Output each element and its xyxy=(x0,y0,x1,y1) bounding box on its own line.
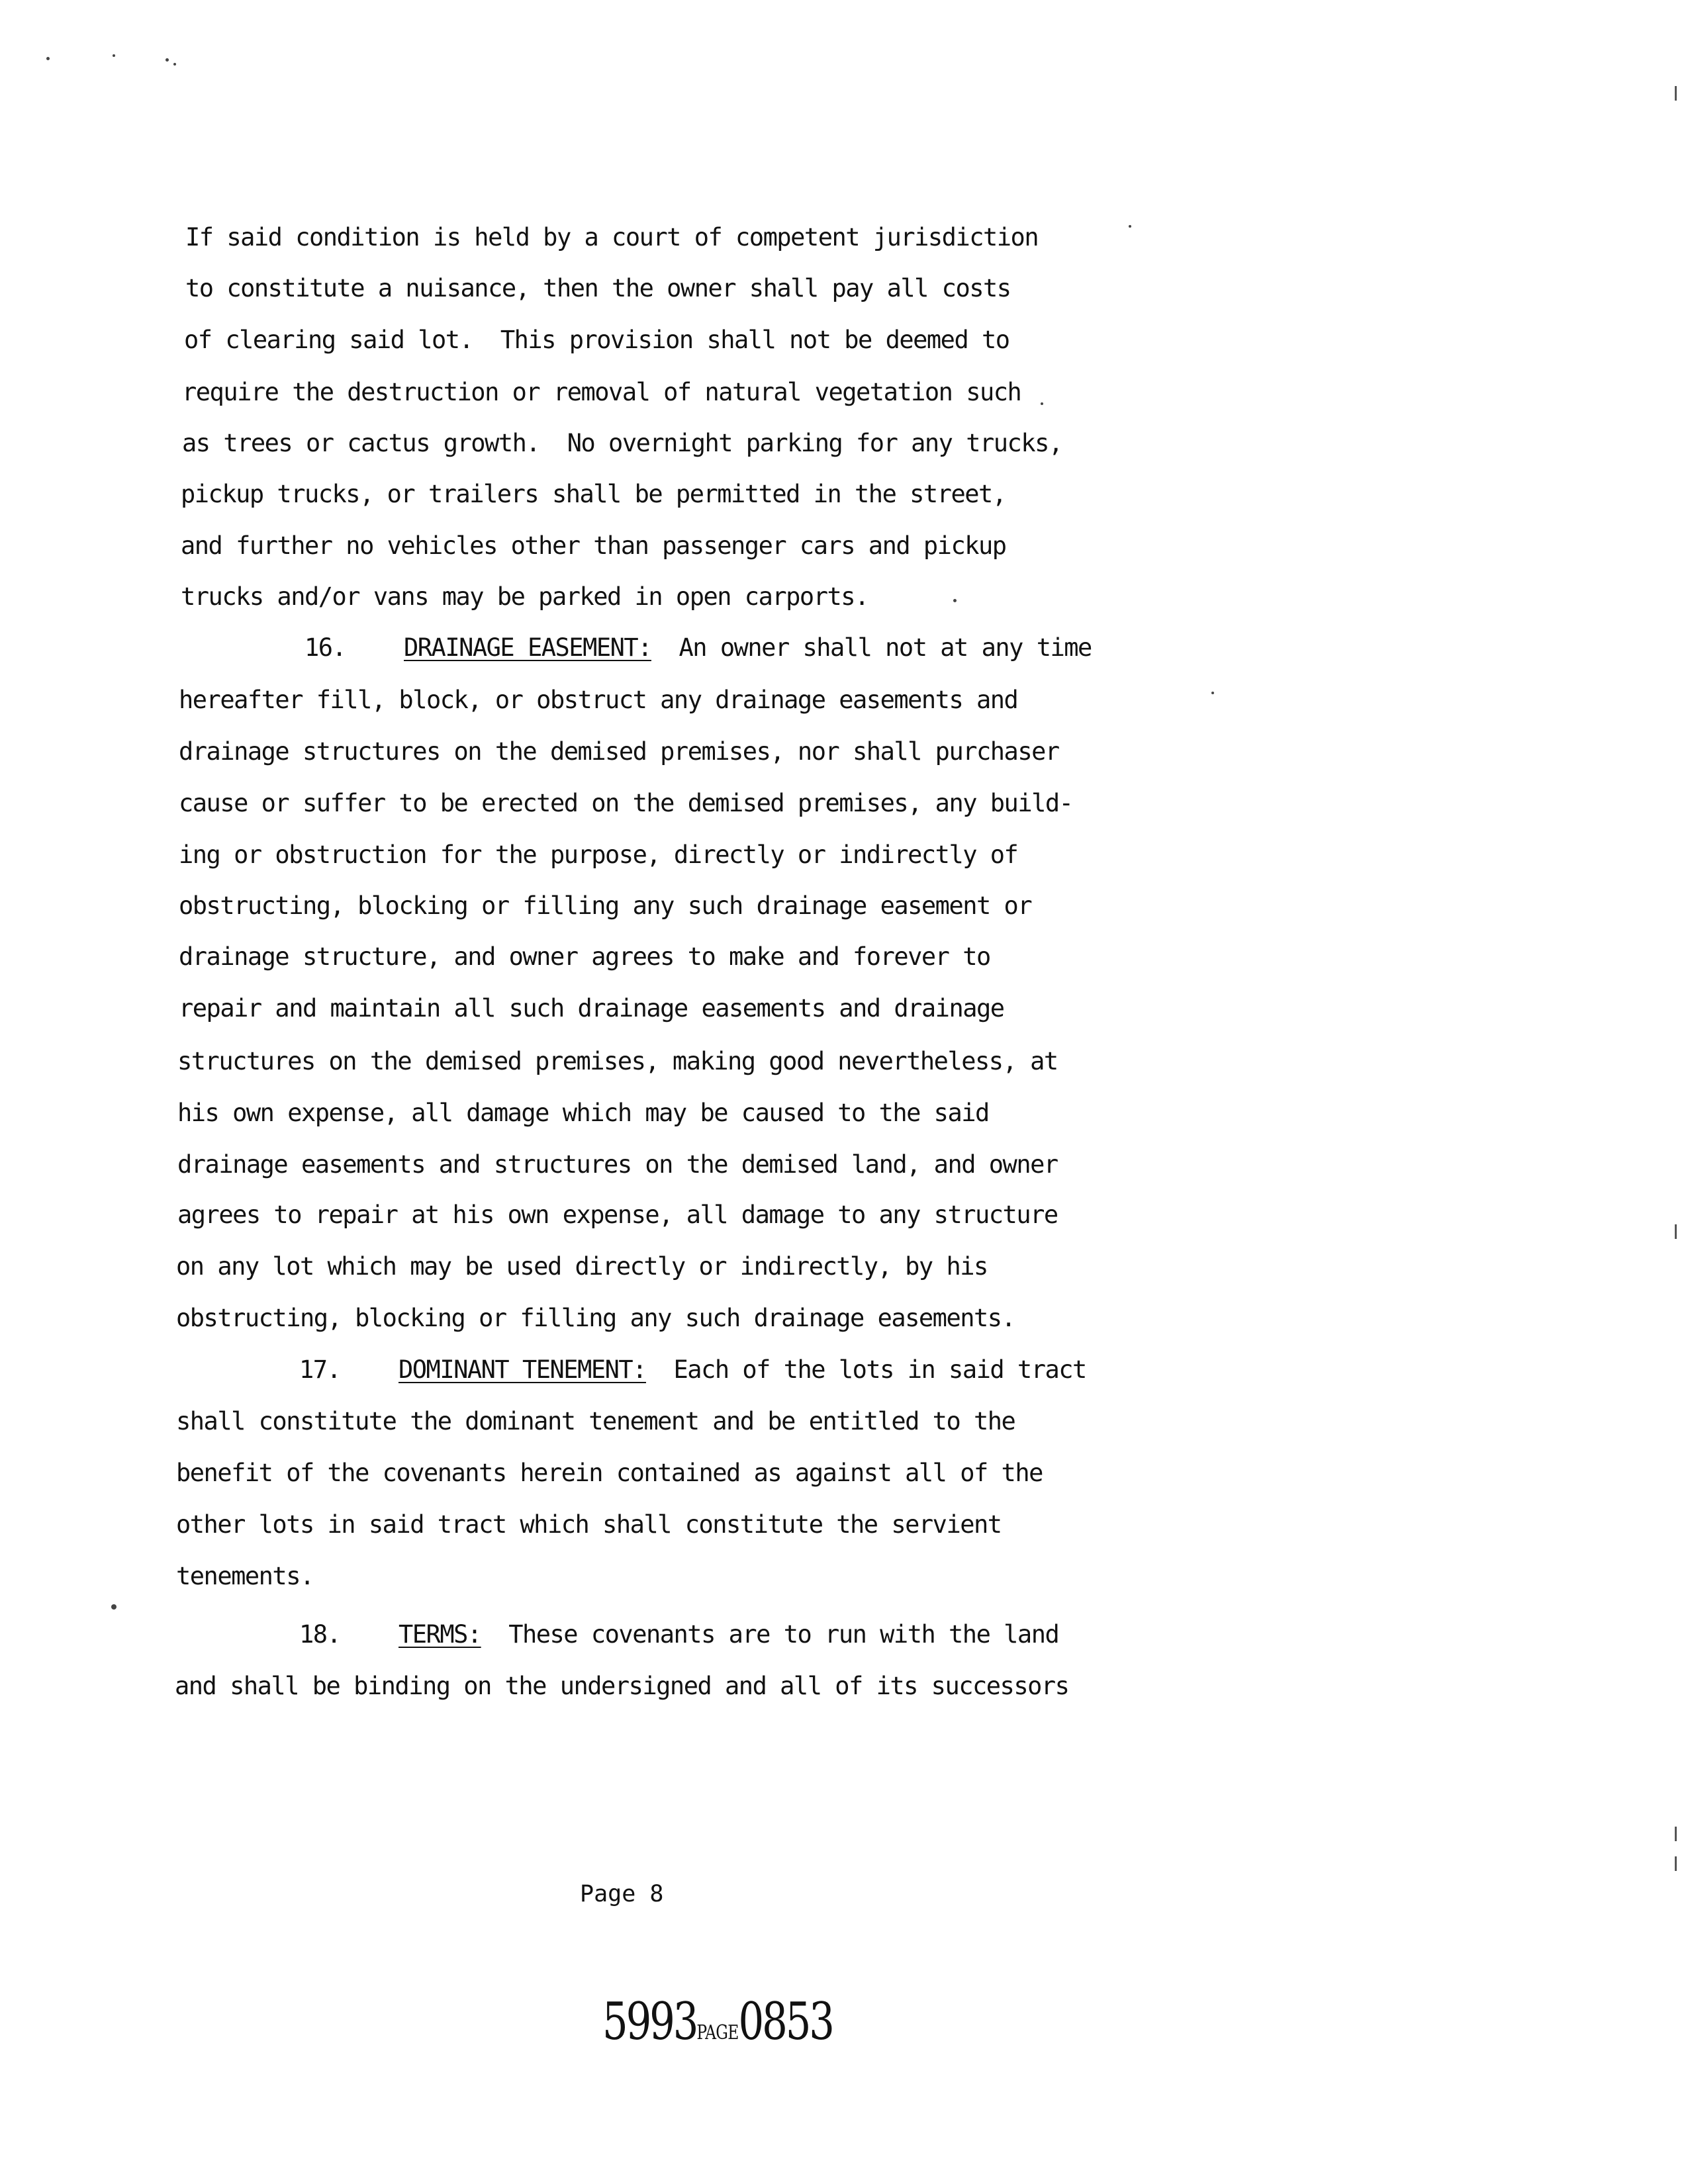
line-text: benefit of the covenants herein contained as against all of the xyxy=(176,1459,1043,1487)
text-line xyxy=(181,530,1006,562)
line-text: drainage structures on the demised premises, nor shall purchaser xyxy=(179,737,1059,766)
book-page-number: 0853 xyxy=(738,1992,833,2052)
line-text: shall constitute the dominant tenement and be entitled to the xyxy=(176,1407,1015,1435)
text-line xyxy=(185,222,1038,253)
section-number: 16. xyxy=(305,633,346,662)
text-line xyxy=(176,1457,1043,1489)
line-text: obstructing, blocking or filling any such drainage easement or xyxy=(179,891,1032,920)
text-line xyxy=(176,1302,1015,1334)
edge-mark xyxy=(1675,86,1677,101)
line-text: If said condition is held by a court of competent jurisdiction xyxy=(185,223,1039,251)
text-line xyxy=(179,993,1004,1024)
scan-speck xyxy=(173,63,176,66)
line-text: drainage easements and structures on the demised land, and owner xyxy=(177,1150,1058,1179)
scan-speck xyxy=(1129,225,1131,228)
line-text: structures on the demised premises, making good nevertheless, at xyxy=(177,1047,1058,1075)
line-text: hereafter fill, block, or obstruct any drainage easements and xyxy=(179,686,1018,714)
text-line xyxy=(181,581,868,613)
paragraph-first-line xyxy=(299,1619,1058,1651)
text-line xyxy=(182,428,1062,459)
line-text: Each of the lots in said tract xyxy=(645,1355,1086,1384)
line-text: pickup trucks, or trailers shall be permitted in the street, xyxy=(181,480,1006,508)
edge-mark xyxy=(1675,1827,1677,1841)
text-line xyxy=(177,1097,989,1129)
line-text: on any lot which may be used directly or indirectly, by his xyxy=(176,1252,988,1281)
text-line xyxy=(176,1509,1002,1541)
text-line xyxy=(176,1406,1015,1437)
line-text: to constitute a nuisance, then the owner shall pay all costs xyxy=(185,274,1011,302)
line-text: as trees or cactus growth. No overnight parking for any trucks, xyxy=(182,429,1062,457)
line-text: tenements. xyxy=(176,1562,314,1590)
scan-speck xyxy=(165,58,169,62)
text-line xyxy=(179,684,1017,716)
scan-speck xyxy=(46,57,50,60)
recording-book-page-stamp xyxy=(602,1992,833,2063)
line-text: ing or obstruction for the purpose, directly or indirectly of xyxy=(179,841,1018,869)
line-text: and shall be binding on the undersigned and all of its successors xyxy=(175,1672,1069,1700)
text-line xyxy=(181,478,1006,510)
edge-mark xyxy=(1675,1224,1677,1239)
line-text: drainage structure, and owner agrees to make and forever to xyxy=(179,942,990,971)
book-number: 5993 xyxy=(602,1992,697,2052)
text-line xyxy=(177,1199,1058,1231)
section-number: 18. xyxy=(299,1620,341,1649)
scan-speck xyxy=(113,54,115,57)
text-line xyxy=(179,839,1017,871)
text-line xyxy=(179,941,990,973)
paragraph-first-line xyxy=(305,632,1092,664)
line-text: trucks and/or vans may be parked in open carports. xyxy=(181,582,868,611)
text-line xyxy=(177,1046,1058,1077)
line-text: other lots in said tract which shall constitute the servient xyxy=(176,1510,1002,1539)
line-text: repair and maintain all such drainage easements and drainage xyxy=(179,994,1004,1023)
scan-speck xyxy=(1041,402,1043,405)
section-number: 17. xyxy=(299,1355,341,1384)
scan-speck xyxy=(953,599,957,602)
book-page-word: PAGE xyxy=(696,2021,739,2044)
text-line xyxy=(175,1670,1068,1702)
section-heading: DOMINANT TENEMENT: xyxy=(399,1355,646,1384)
line-text: of clearing said lot. This provision shall not be deemed to xyxy=(184,326,1009,354)
scan-speck xyxy=(111,1604,117,1610)
text-line xyxy=(177,1149,1058,1181)
line-text: These covenants are to run with the land xyxy=(481,1620,1059,1649)
text-line xyxy=(182,377,1021,408)
line-text: his own expense, all damage which may be caused to the said xyxy=(177,1099,989,1127)
section-heading: DRAINAGE EASEMENT: xyxy=(404,633,651,662)
line-text: agrees to repair at his own expense, all damage to any structure xyxy=(177,1201,1058,1229)
text-line xyxy=(184,324,1009,356)
line-text: cause or suffer to be erected on the demised premises, any build- xyxy=(179,789,1073,817)
text-line xyxy=(179,788,1072,819)
paragraph-first-line xyxy=(299,1354,1086,1386)
line-text: require the destruction or removal of natural vegetation such xyxy=(182,378,1021,406)
text-line xyxy=(176,1251,988,1283)
line-text: An owner shall not at any time xyxy=(651,633,1092,662)
section-heading: TERMS: xyxy=(399,1620,481,1649)
scan-speck xyxy=(1211,692,1214,694)
text-line xyxy=(179,736,1059,768)
text-line xyxy=(185,273,1011,304)
text-line xyxy=(176,1561,314,1592)
line-text: and further no vehicles other than passenger cars and pickup xyxy=(181,531,1006,560)
text-line xyxy=(179,890,1031,922)
line-text: obstructing, blocking or filling any such drainage easements. xyxy=(176,1304,1015,1332)
page-number: Page 8 xyxy=(580,1881,664,1907)
edge-mark xyxy=(1675,1856,1677,1871)
